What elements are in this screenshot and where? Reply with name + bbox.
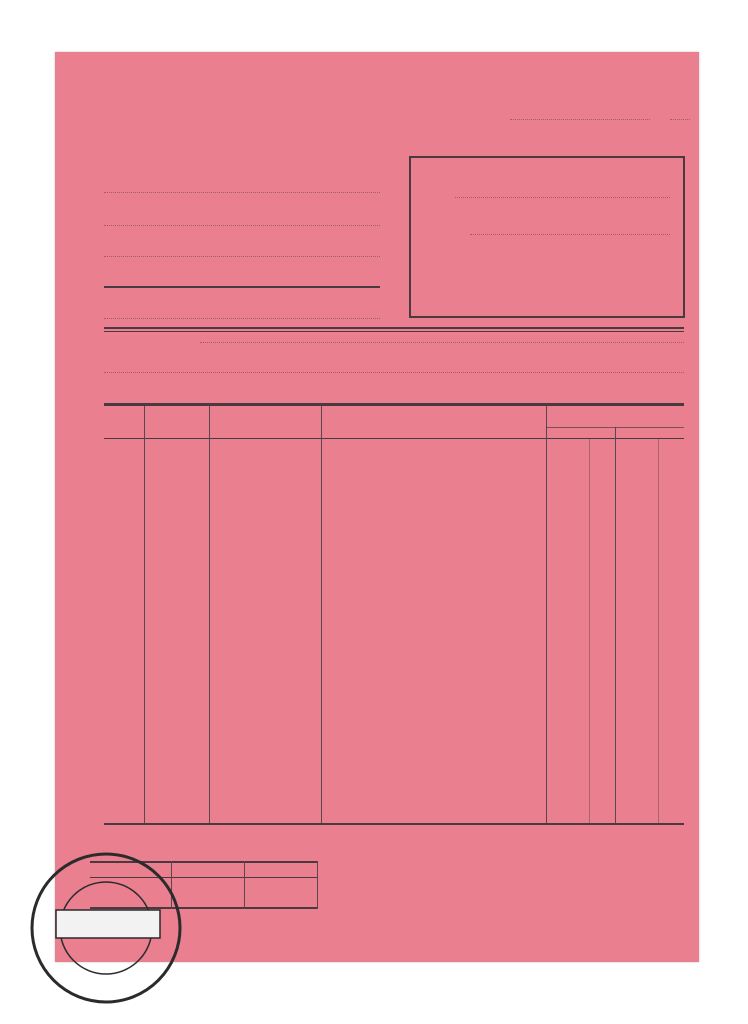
col-divider-4: [546, 406, 547, 823]
col-divider-2: [209, 406, 210, 823]
address-line-2: [104, 225, 380, 226]
small-table-div-2: [244, 861, 245, 909]
collector-stamp: [18, 838, 188, 1008]
address-line-4: [104, 318, 380, 319]
stamp-graphic: [18, 838, 188, 1008]
table-top-rule: [104, 403, 684, 406]
col-divider-5: [615, 427, 616, 823]
shipping-line-2: [104, 372, 684, 373]
col-subdivider-unit: [589, 439, 590, 823]
table-header-rule: [104, 438, 684, 439]
table-bottom-rule: [104, 823, 684, 825]
date-line: [510, 119, 650, 120]
address-line-3: [104, 256, 380, 257]
section-rule-bottom: [104, 331, 684, 332]
year-line: [670, 119, 690, 120]
col-subdivider-total: [658, 439, 659, 823]
weight-subheader-rule: [546, 427, 684, 428]
address-line-1: [104, 192, 380, 193]
address-rule: [104, 286, 380, 288]
col-divider-3: [321, 406, 322, 823]
section-rule-top: [104, 327, 684, 329]
reference-box: [409, 156, 685, 318]
small-table-div-3: [317, 861, 318, 909]
col-divider-1: [144, 406, 145, 823]
order-number-line: [455, 197, 670, 198]
warehouse-line: [470, 234, 670, 235]
shipping-line-1: [200, 342, 684, 343]
